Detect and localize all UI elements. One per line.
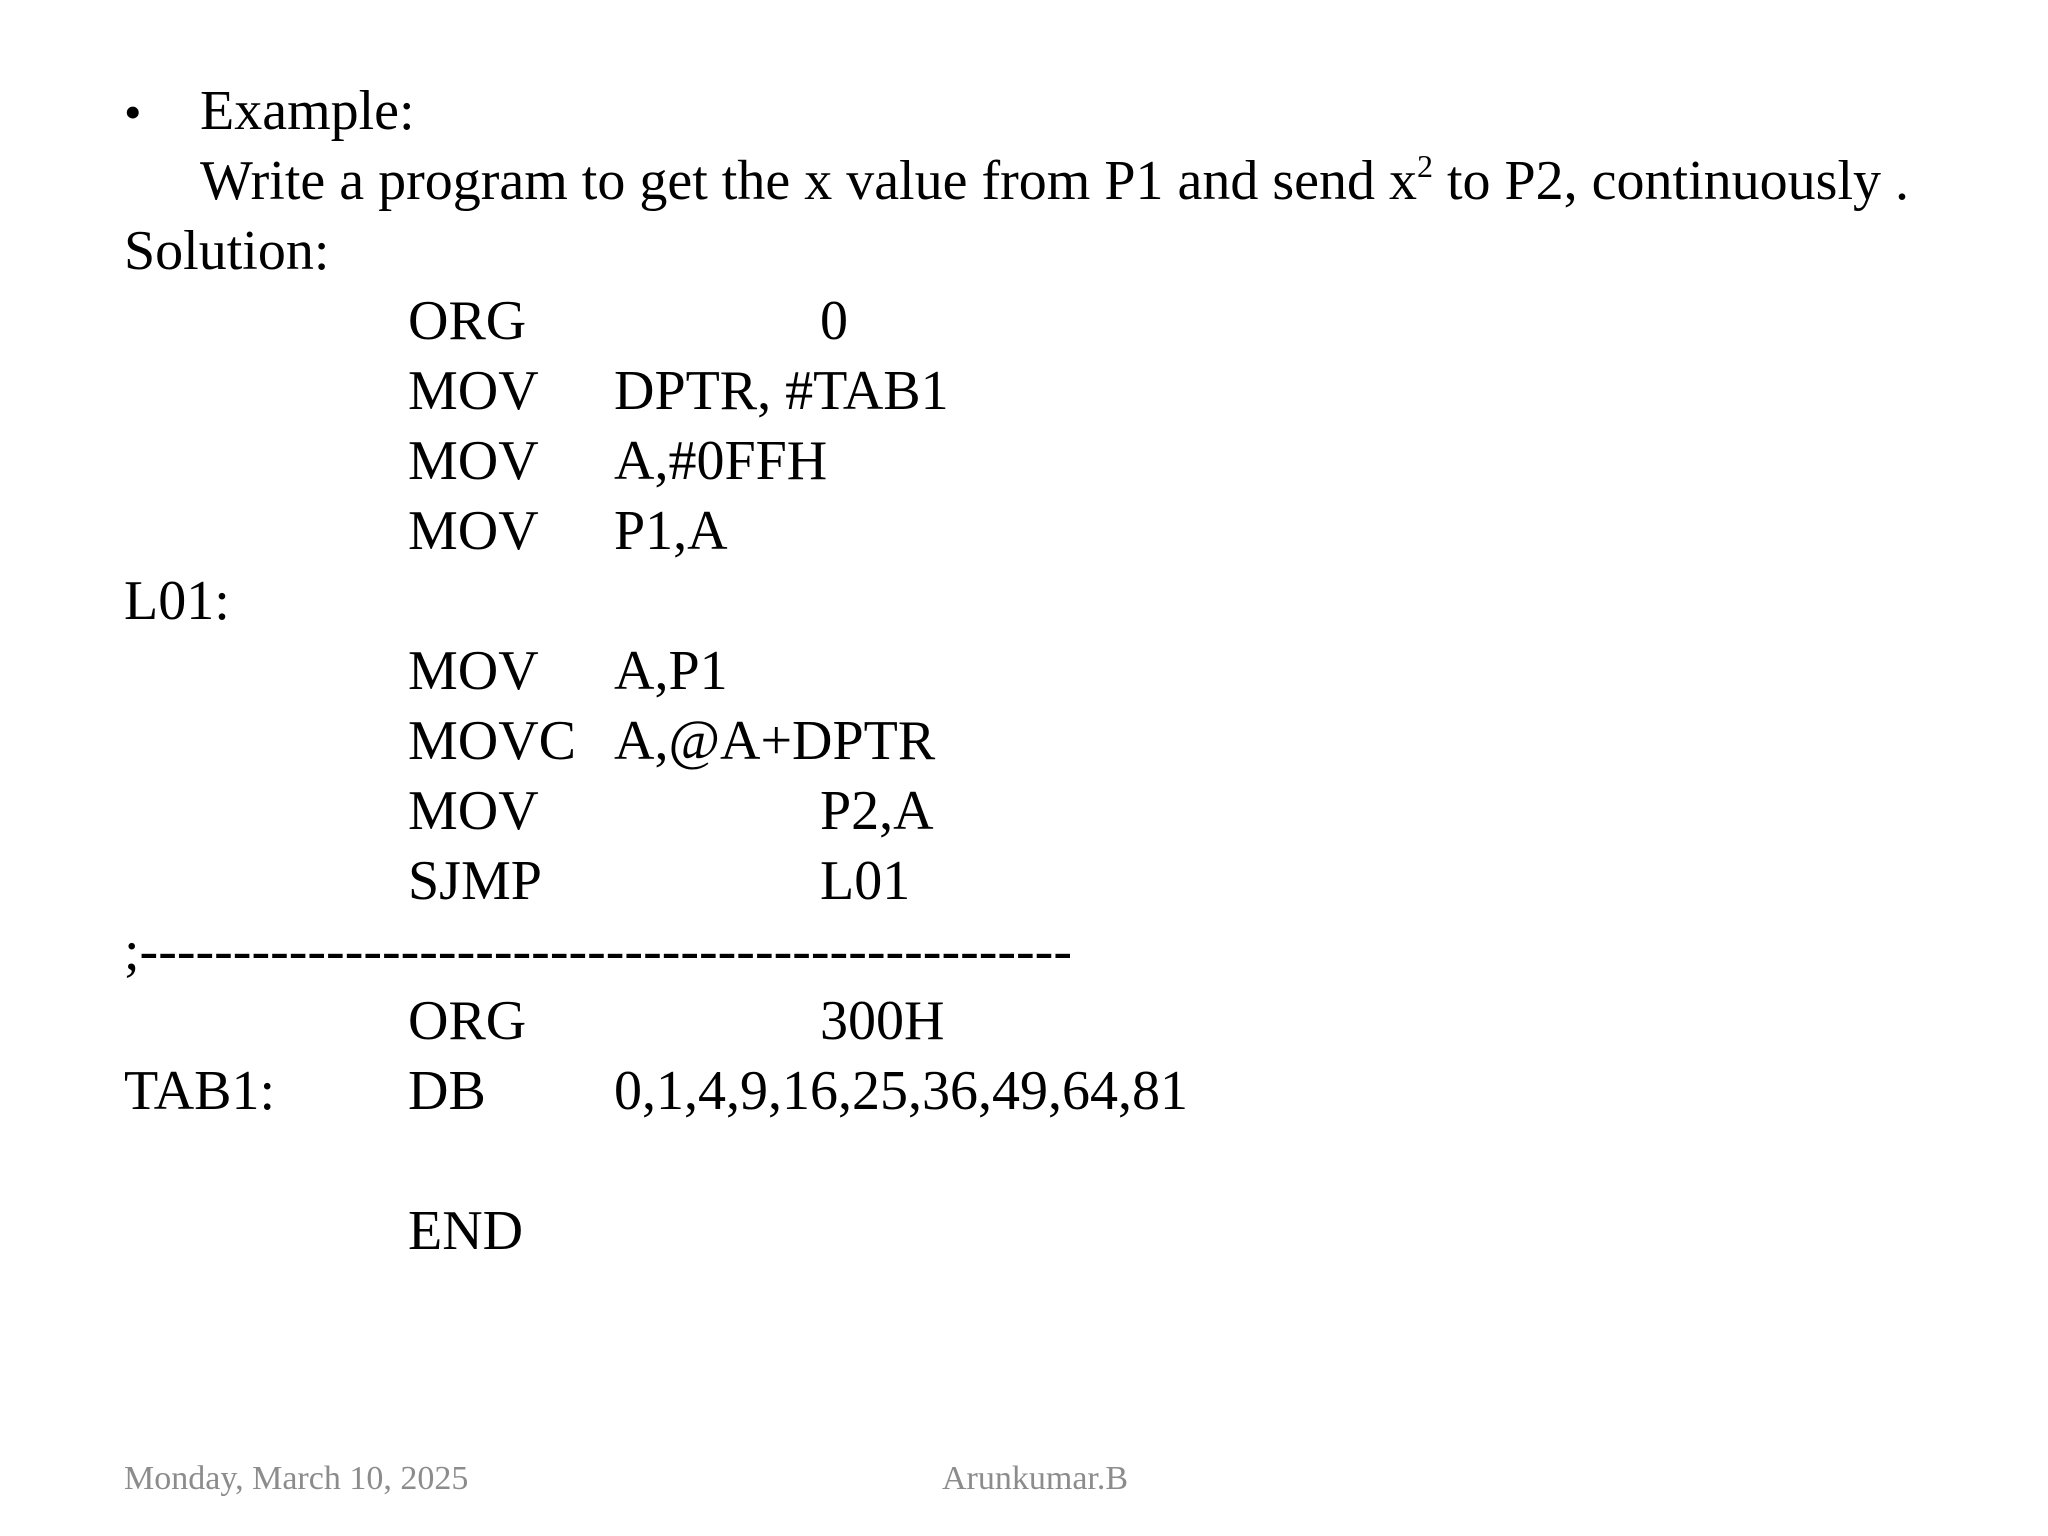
code-mnemonic: MOV — [408, 780, 539, 842]
code-operand-far: L01 — [820, 850, 911, 912]
code-mnemonic: MOV — [408, 430, 539, 492]
code-mnemonic: MOV — [408, 640, 539, 702]
example-label: Example: — [200, 80, 415, 142]
code-operand: DPTR, #TAB1 — [614, 360, 949, 422]
code-label: TAB1: — [124, 1060, 276, 1122]
code-mnemonic: DB — [408, 1060, 486, 1122]
code-mnemonic: END — [408, 1200, 524, 1262]
task-text: Write a program to get the x value from P1 and send x — [200, 150, 1417, 212]
code-separator: ;-------------------------------------------------- — [124, 920, 1072, 982]
code-mnemonic: MOVC — [408, 710, 577, 772]
code-operand: A,P1 — [614, 640, 728, 702]
code-mnemonic: MOV — [408, 500, 539, 562]
code-operand-far: 300H — [820, 990, 945, 1052]
task-statement — [200, 146, 1909, 216]
code-operand: A,@A+DPTR — [614, 710, 936, 772]
code-operand-far: P2,A — [820, 780, 934, 842]
code-operand-far: 0 — [820, 290, 848, 352]
footer-date: Monday, March 10, 2025 — [124, 1460, 469, 1497]
code-mnemonic: MOV — [408, 360, 539, 422]
code-mnemonic: ORG — [408, 990, 527, 1052]
code-operand: 0,1,4,9,16,25,36,49,64,81 — [614, 1060, 1188, 1122]
footer-author: Arunkumar.B — [942, 1460, 1129, 1497]
code-operand: P1,A — [614, 500, 728, 562]
bullet-point: • — [124, 84, 142, 140]
task-text-end: to P2, continuously . — [1432, 150, 1909, 212]
code-mnemonic: ORG — [408, 290, 527, 352]
code-mnemonic: SJMP — [408, 850, 542, 912]
code-label: L01: — [124, 570, 230, 632]
solution-label: Solution: — [124, 220, 330, 282]
task-superscript: 2 — [1416, 148, 1433, 184]
code-operand: A,#0FFH — [614, 430, 828, 492]
